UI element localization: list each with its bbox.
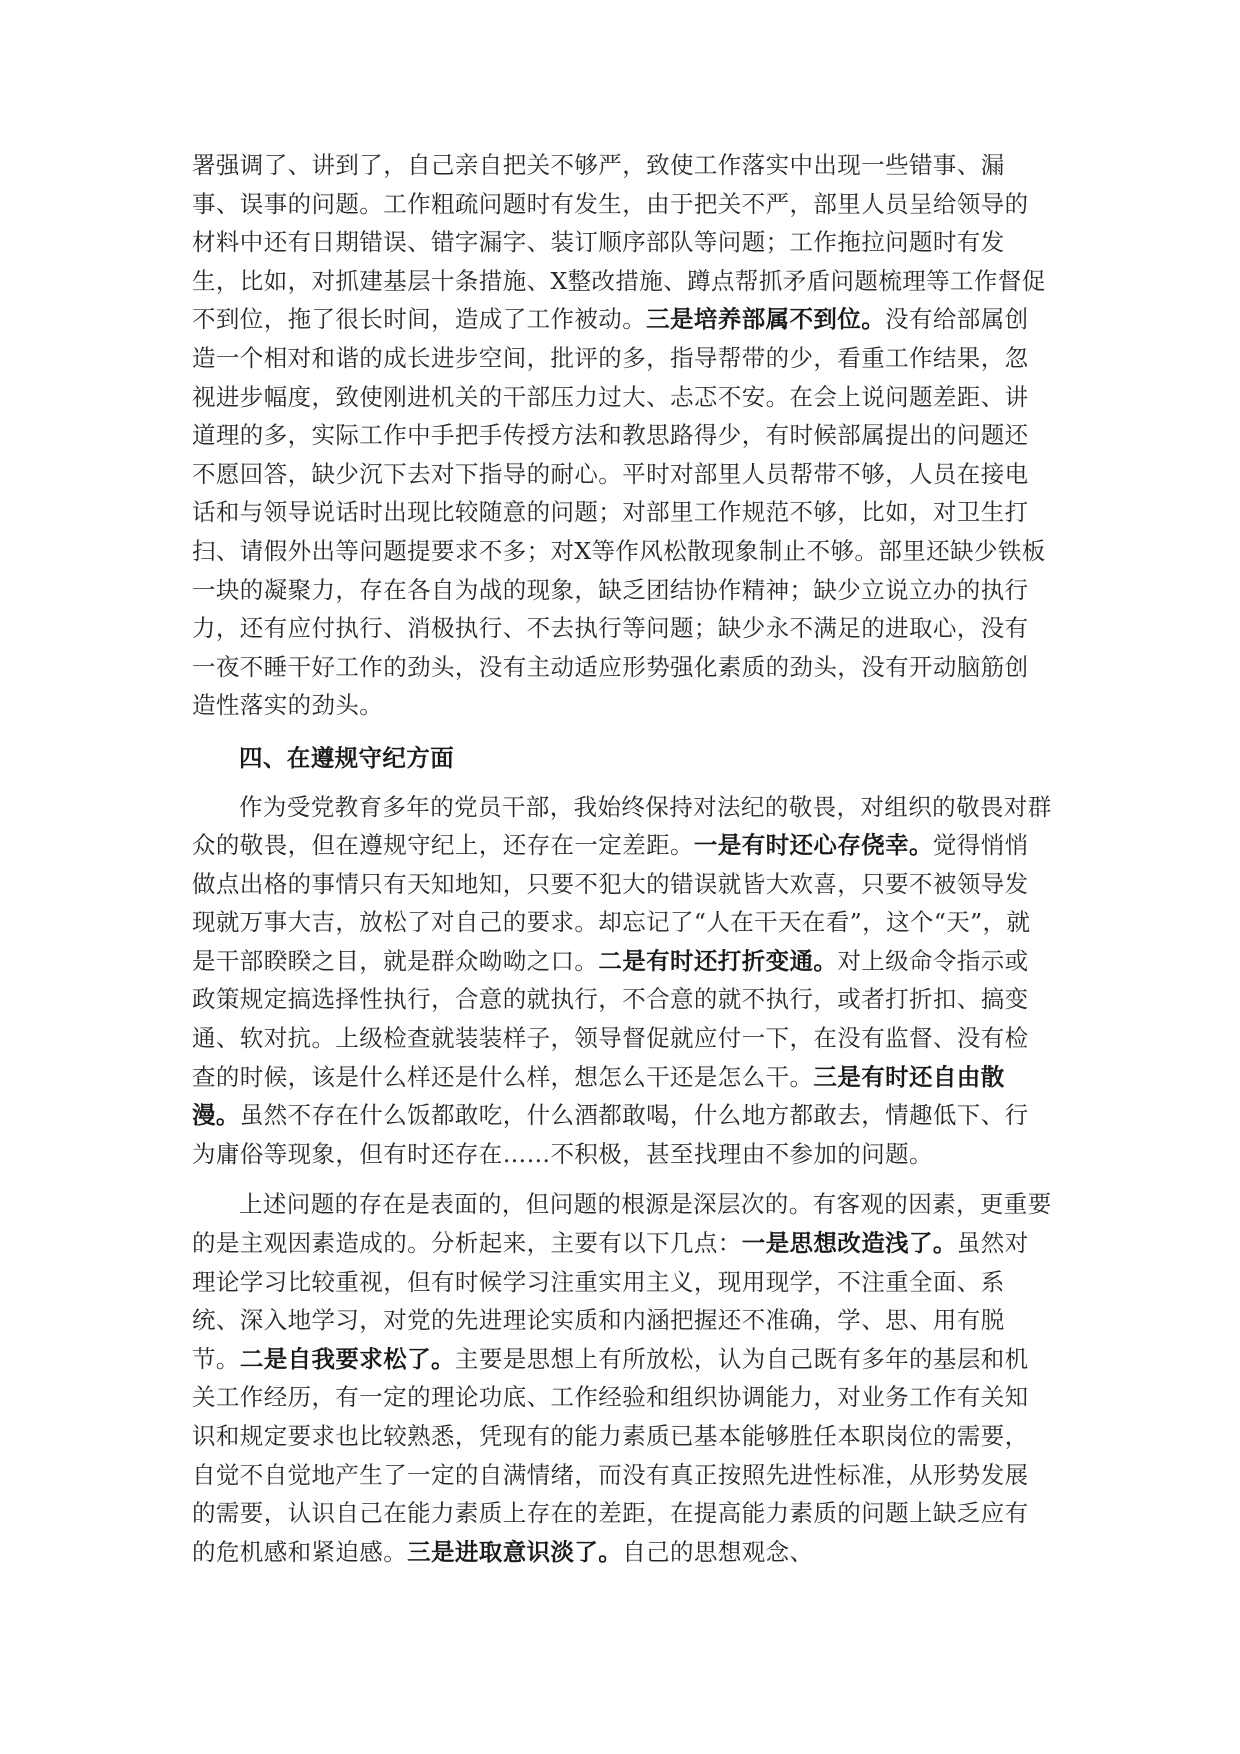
section-heading-text: 四、在遵规守纪方面 <box>239 743 455 772</box>
section-heading-discipline <box>192 739 1052 778</box>
bold-point-three: 三是进取意识淡了。 <box>407 1537 623 1566</box>
paragraph-work-responsibility <box>192 146 1052 725</box>
text-run: 虽然不存在什么饭都敢吃，什么酒都敢喝，什么地方都敢去，情趣低下、行为庸俗等现象，但有时还存在……不积极，甚至找理由不参加的问题。 <box>192 1101 1029 1168</box>
text-run: 自己的思想观念、 <box>622 1537 814 1566</box>
bold-point-two: 二是自我要求松了。 <box>239 1344 455 1373</box>
document-page <box>192 146 1052 1571</box>
bold-point-three: 三是培养部属不到位。 <box>646 305 886 334</box>
text-run: 虽然对理论学习比较重视，但有时候学习注重实用主义，现用现学，不注重全面、系统、深入地学习，对党的先进理论实质和内涵把握还不准确，学、思、用有脱节。 <box>192 1229 1029 1373</box>
text-run: 没有给部属创造一个相对和谐的成长进步空间，批评的多，指导帮带的少，看重工作结果，忽视进步幅度，致使刚进机关的干部压力过大、忐忑不安。在会上说问题差距、讲道理的多，实际工作中手把手传授方法和教思路得少，有时候部属提出的问题还不愿回答，缺少沉下去对下指导的耐心。平时对部里人员帮带不够，人员在接电话和与领导说话时出现比较随意的问题；对部里工作规范不够，比如，对卫生打扫、请假外出等问题提要求不多；对X等作风松散现象制止不够。部里还缺少铁板一块的凝聚力，存在各自为战的现象，缺乏团结协作精神；缺少立说立办的执行力，还有应付执行、消极执行、不去执行等问题；缺少永不满足的进取心，没有一夜不睡干好工作的劲头，没有主动适应形势强化素质的劲头，没有开动脑筋创造性落实的劲头。 <box>192 305 1046 720</box>
text-run: 主要是思想上有所放松，认为自己既有多年的基层和机关工作经历，有一定的理论功底、工作经验和组织协调能力，对业务工作有关知识和规定要求也比较熟悉，凭现有的能力素质已基本能够胜任本职岗位的需要，自觉不自觉地产生了一定的自满情绪，而没有真正按照先进性标准，从形势发展的需要，认识自己在能力素质上存在的差距，在提高能力素质的问题上缺乏应有的危机感和紧迫感。 <box>192 1344 1029 1566</box>
text-run: 对上级命令指示或政策规定搞选择性执行，合意的就执行，不合意的就不执行，或者打折扣、搞变通、软对抗。上级检查就装装样子，领导督促就应付一下，在没有监督、没有检查的时候，该是什么样还是什么样，想怎么干还是怎么干。 <box>192 946 1029 1091</box>
text-run: 作为受党教育多年的党员干部，我始终保持对法纪的敬畏，对组织的敬畏对群众的敬畏，但在遵规守纪上，还存在一定差距。 <box>192 792 1052 860</box>
bold-point-one: 一是有时还心存侥幸。 <box>693 831 933 860</box>
bold-point-three: 三是有时还自由散漫。 <box>192 1062 1005 1130</box>
text-run: 上述问题的存在是表面的，但问题的根源是深层次的。有客观的因素，更重要的是主观因素造成的。分析起来，主要有以下几点： <box>192 1190 1052 1258</box>
text-run: 觉得悄悄做点出格的事情只有天知地知，只要不犯大的错误就皆大欢喜，只要不被领导发现就万事大吉，放松了对自己的要求。却忘记了“人在干天在看”，这个“天”，就是干部睽睽之目，就是群众呦呦之口。 <box>192 831 1031 975</box>
paragraph-root-causes <box>192 1185 1052 1571</box>
text-run: 署强调了、讲到了，自己亲自把关不够严，致使工作落实中出现一些错事、漏事、误事的问题。工作粗疏问题时有发生，由于把关不严，部里人员呈给领导的材料中还有日期错误、错字漏字、装订顺序部队等问题；工作拖拉问题时有发生，比如，对抓建基层十条措施、X整改措施、蹲点帮抓矛盾问题梳理等工作督促不到位，拖了很长时间，造成了工作被动。 <box>192 151 1046 334</box>
paragraph-discipline <box>192 788 1052 1174</box>
bold-point-two: 二是有时还打折变通。 <box>598 946 838 975</box>
bold-point-one: 一是思想改造浅了。 <box>741 1229 957 1258</box>
